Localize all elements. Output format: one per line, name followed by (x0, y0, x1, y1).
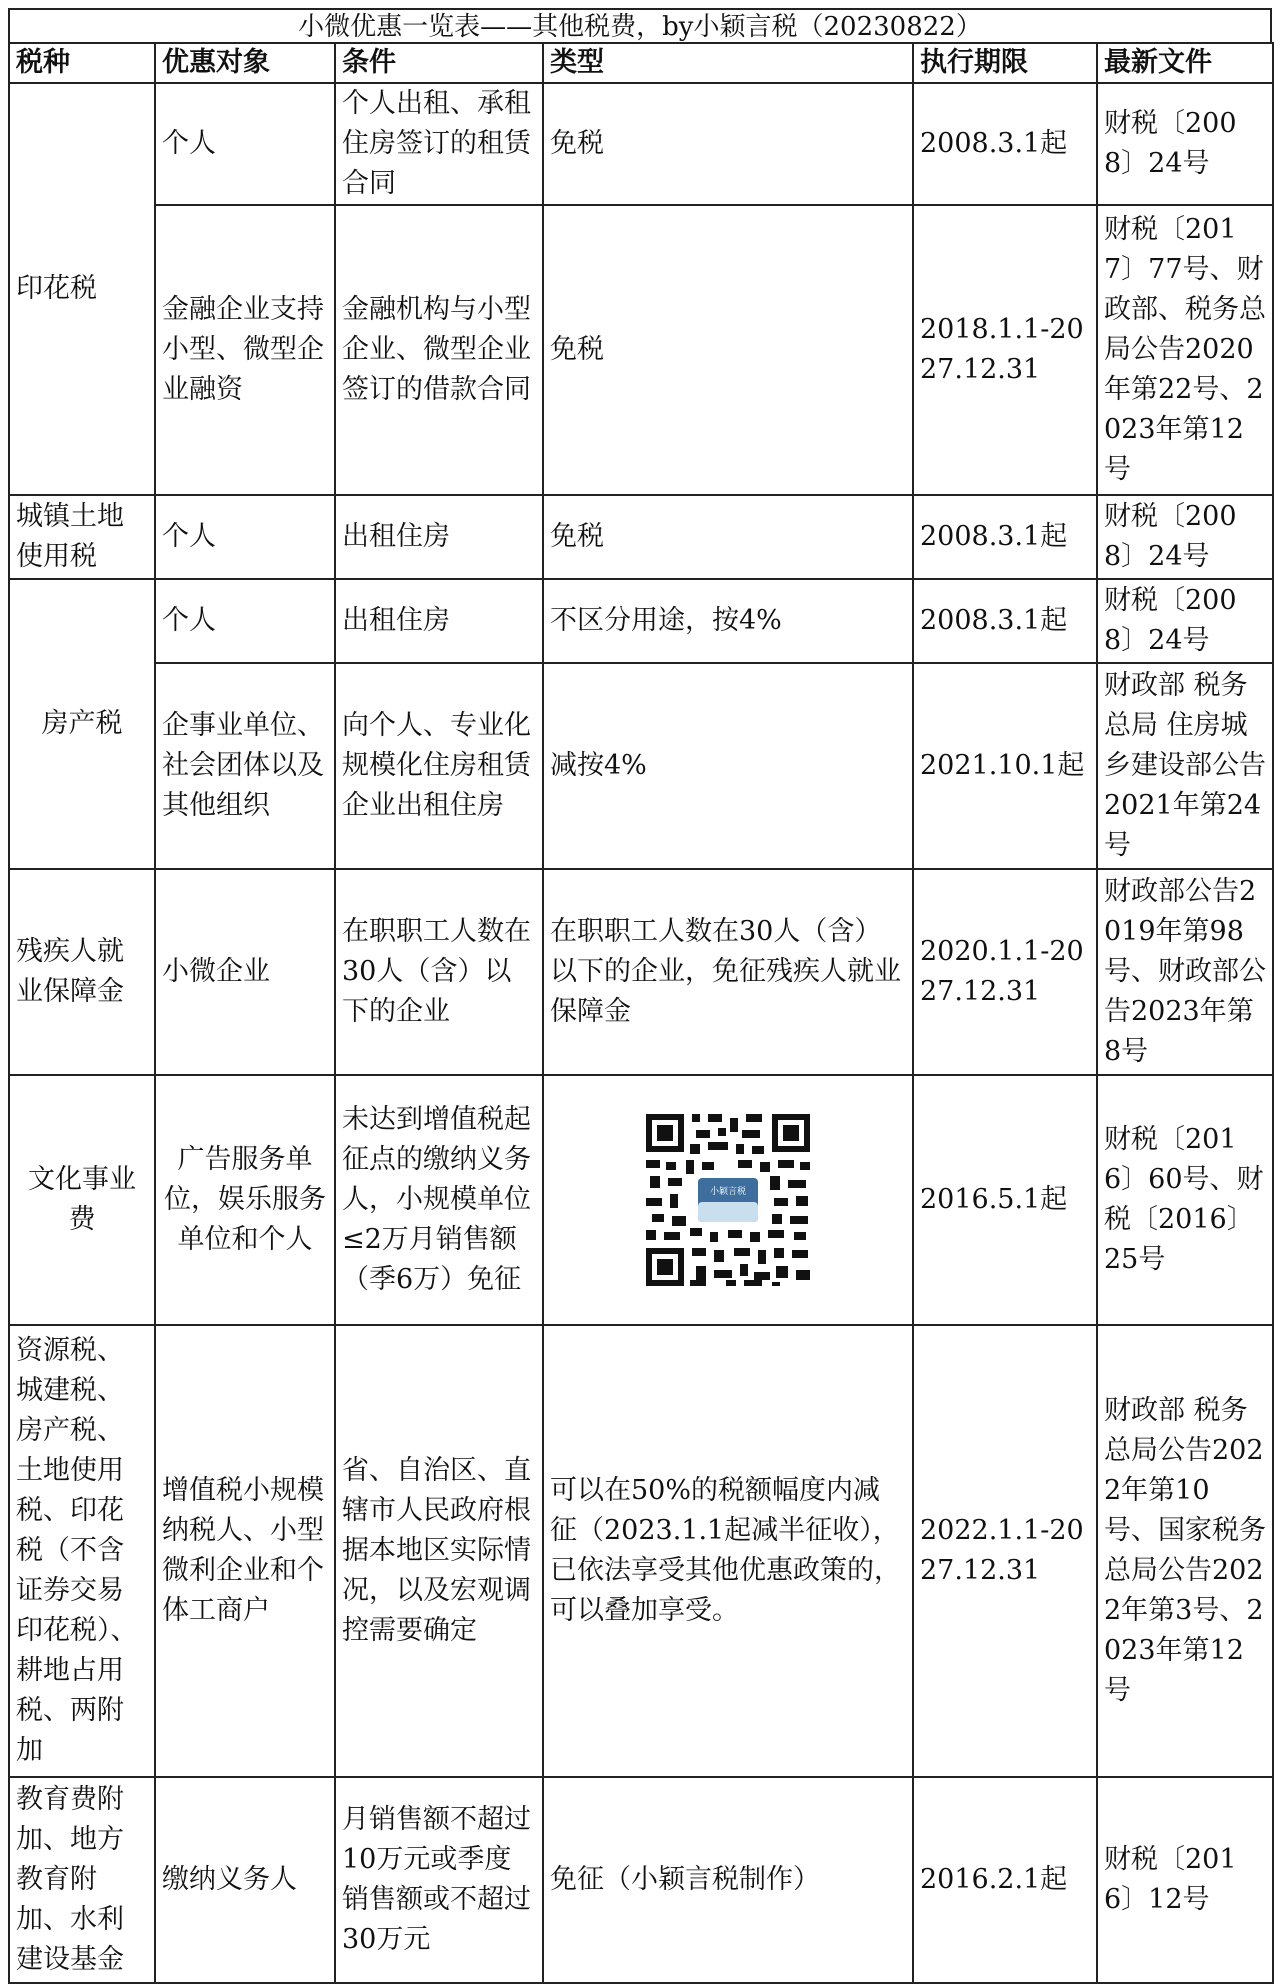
table-row (9, 205, 1273, 495)
cell-period: 2016.2.1起 (913, 1777, 1097, 1983)
cell-type: 免征（小颖言税制作） (543, 1777, 913, 1983)
header-row (9, 43, 1273, 83)
cell-doc: 财税〔2008〕24号 (1097, 83, 1273, 205)
cell-doc: 财税〔2016〕60号、财税〔2016〕25号 (1097, 1075, 1273, 1325)
cell-doc: 财税〔2016〕12号 (1097, 1777, 1273, 1983)
cell-period: 2021.10.1起 (913, 663, 1097, 869)
cell-condition: 出租住房 (335, 579, 543, 663)
tax-table (8, 42, 1274, 1984)
cell-period: 2008.3.1起 (913, 579, 1097, 663)
cell-target: 金融企业支持小型、微型企业融资 (155, 205, 335, 495)
cell-type: 免税 (543, 495, 913, 579)
table-row (9, 1325, 1273, 1777)
cell-tax: 房产税 (9, 579, 155, 869)
cell-tax: 资源税、城建税、房产税、土地使用税、印花税（不含证券交易印花税）、耕地占用税、两附加 (9, 1325, 155, 1777)
cell-period: 2020.1.1-2027.12.31 (913, 869, 1097, 1075)
cell-doc: 财税〔2017〕77号、财政部、税务总局公告2020年第22号、2023年第12号 (1097, 205, 1273, 495)
cell-tax: 印花税 (9, 83, 155, 495)
qr-logo-text: 小颖言税 (709, 1187, 747, 1197)
cell-target: 个人 (155, 495, 335, 579)
header-tax: 税种 (9, 43, 155, 83)
qr-cell (543, 1075, 913, 1325)
cell-doc: 财政部 税务总局 住房城乡建设部公告2021年第24号 (1097, 663, 1273, 869)
header-target: 优惠对象 (155, 43, 335, 83)
document-title: 小微优惠一览表——其他税费，by小颖言税（20230822） (8, 8, 1272, 42)
cell-condition: 金融机构与小型企业、微型企业签订的借款合同 (335, 205, 543, 495)
cell-target: 小微企业 (155, 869, 335, 1075)
cell-period: 2016.5.1起 (913, 1075, 1097, 1325)
table-row (9, 1777, 1273, 1983)
table-row (9, 869, 1273, 1075)
table-row (9, 83, 1273, 205)
cell-condition: 月销售额不超过10万元或季度销售额或不超过30万元 (335, 1777, 543, 1983)
cell-type: 可以在50%的税额幅度内减征（2023.1.1起减半征收），已依法享受其他优惠政策的，可以叠加享受。 (543, 1325, 913, 1777)
cell-condition: 向个人、专业化规模化住房租赁企业出租住房 (335, 663, 543, 869)
cell-doc: 财政部公告2019年第98号、财政部公告2023年第8号 (1097, 869, 1273, 1075)
cell-type: 在职职工人数在30人（含）以下的企业，免征残疾人就业保障金 (543, 869, 913, 1075)
document (8, 8, 1272, 1984)
cell-target: 个人 (155, 579, 335, 663)
cell-period: 2008.3.1起 (913, 495, 1097, 579)
cell-target: 企事业单位、社会团体以及其他组织 (155, 663, 335, 869)
cell-condition: 在职职工人数在30人（含）以下的企业 (335, 869, 543, 1075)
cell-doc: 财税〔2008〕24号 (1097, 495, 1273, 579)
header-condition: 条件 (335, 43, 543, 83)
cell-doc: 财税〔2008〕24号 (1097, 579, 1273, 663)
cell-period: 2018.1.1-2027.12.31 (913, 205, 1097, 495)
cell-target: 个人 (155, 83, 335, 205)
cell-tax: 教育费附加、地方教育附加、水利建设基金 (9, 1777, 155, 1983)
cell-target: 广告服务单位，娱乐服务单位和个人 (155, 1075, 335, 1325)
cell-target: 增值税小规模纳税人、小型微利企业和个体工商户 (155, 1325, 335, 1777)
table-row (9, 663, 1273, 869)
table-row (9, 579, 1273, 663)
cell-condition: 省、自治区、直辖市人民政府根据本地区实际情况，以及宏观调控需要确定 (335, 1325, 543, 1777)
cell-type: 减按4% (543, 663, 913, 869)
header-period: 执行期限 (913, 43, 1097, 83)
cell-condition: 个人出租、承租住房签订的租赁合同 (335, 83, 543, 205)
cell-condition: 出租住房 (335, 495, 543, 579)
cell-type: 免税 (543, 205, 913, 495)
header-doc: 最新文件 (1097, 43, 1273, 83)
cell-condition: 未达到增值税起征点的缴纳义务人，小规模单位≤2万月销售额（季6万）免征 (335, 1075, 543, 1325)
cell-period: 2008.3.1起 (913, 83, 1097, 205)
header-type: 类型 (543, 43, 913, 83)
cell-doc: 财政部 税务总局公告2022年第10 号、国家税务总局公告2022年第3号、2023年第12号 (1097, 1325, 1273, 1777)
qr-code-image (642, 1110, 814, 1290)
table-row (9, 1075, 1273, 1325)
cell-type: 免税 (543, 83, 913, 205)
cell-tax: 城镇土地使用税 (9, 495, 155, 579)
cell-type: 不区分用途，按4% (543, 579, 913, 663)
cell-period: 2022.1.1-2027.12.31 (913, 1325, 1097, 1777)
cell-tax: 残疾人就业保障金 (9, 869, 155, 1075)
cell-tax: 文化事业费 (9, 1075, 155, 1325)
table-row (9, 495, 1273, 579)
cell-target: 缴纳义务人 (155, 1777, 335, 1983)
